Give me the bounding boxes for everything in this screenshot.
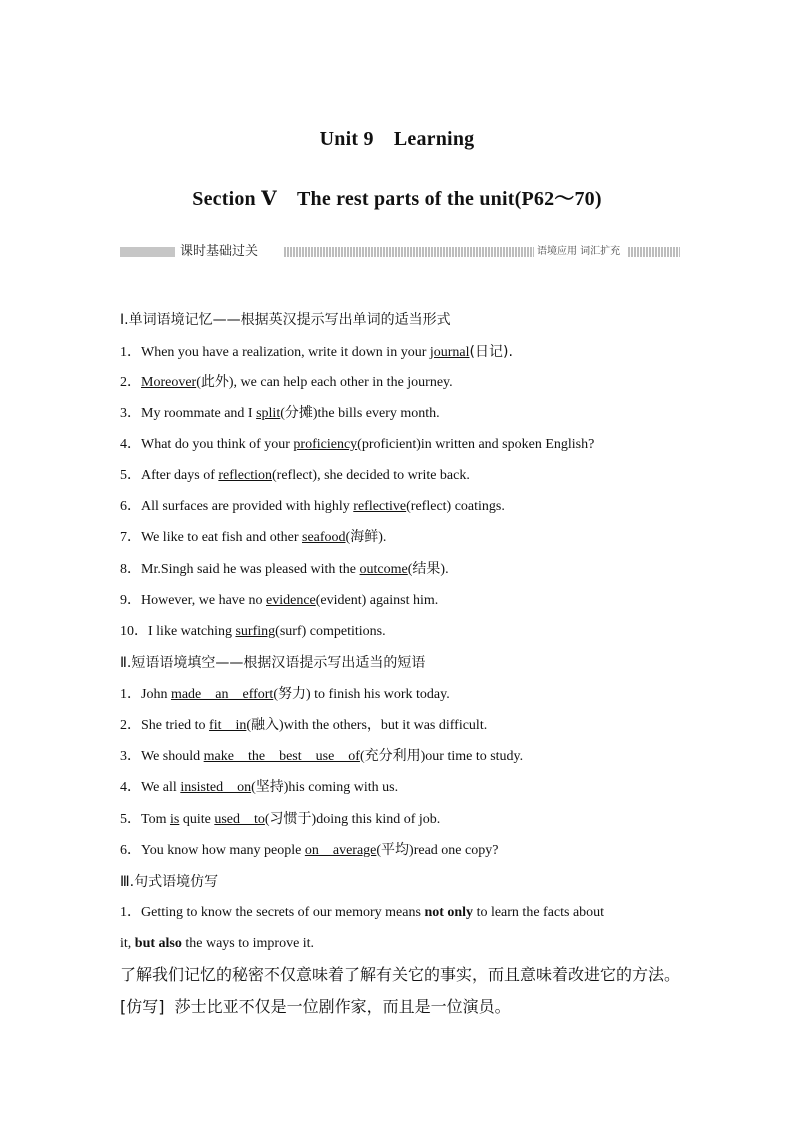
answer: is (169, 812, 180, 827)
imitation-label: [仿写] (120, 997, 165, 1016)
list-item (120, 529, 680, 547)
item-number: 4． (120, 437, 141, 452)
answer: split (256, 406, 281, 421)
item-text: (surf) competitions. (275, 624, 386, 639)
item-text: (充分利用)our time to study. (359, 749, 524, 764)
item-number: 6． (120, 843, 141, 858)
keyword-not-only: not only (424, 905, 474, 920)
item-text: (坚持)his coming with us. (251, 780, 399, 795)
answer: evidence (266, 593, 316, 608)
banner-left-label: 课时基础过关 (180, 244, 259, 259)
part2-heading: Ⅱ.短语语境填空——根据汉语提示写出适当的短语 (120, 655, 426, 671)
item-number: 2． (120, 718, 141, 733)
item-text: (分摊)the bills every month. (280, 406, 440, 421)
item-text: We all (141, 780, 181, 795)
answer: reflective (353, 499, 407, 514)
list-item (120, 498, 680, 516)
item-text: (reflect), she decided to write back. (272, 468, 470, 483)
item-number: 7． (120, 530, 141, 545)
answer: make the best use of (203, 749, 360, 764)
list-item (120, 467, 680, 485)
list-item (120, 374, 680, 392)
item-text: (reflect) coatings. (406, 499, 505, 514)
answer: made an effort (170, 687, 274, 702)
item-text: Tom (141, 812, 170, 827)
part1-heading: Ⅰ.单词语境记忆——根据英汉提示写出单词的适当形式 (120, 312, 451, 328)
item-number: 5． (120, 812, 141, 827)
item-text: She tried to (141, 718, 210, 733)
list-item (120, 592, 680, 610)
item-text: (习惯于)doing this kind of job. (264, 812, 441, 827)
banner-left-bar (120, 247, 175, 257)
item-text: (努力) to finish his work today. (273, 687, 450, 702)
list-item (120, 405, 680, 423)
item-text: Getting to know the secrets of our memory means (141, 905, 425, 920)
imitation-text: 莎士比亚不仅是一位剧作家，而且是一位演员。 (174, 997, 511, 1016)
part3-heading: Ⅲ.句式语境仿写 (120, 874, 219, 890)
section-title: Section Ⅴ The rest parts of the unit(P62～70) (192, 188, 602, 210)
item-number: 1． (120, 687, 141, 702)
answer: outcome (359, 562, 408, 577)
unit-title: Unit 9 Learning (319, 128, 475, 150)
list-item (120, 779, 680, 797)
answer: used to (214, 812, 265, 827)
answer: on average (304, 843, 377, 858)
answer: proficiency (293, 437, 358, 452)
item-text: Mr.Singh said he was pleased with the (141, 562, 360, 577)
item-number: 10． (120, 624, 148, 639)
banner-right-stripes (628, 247, 680, 257)
item-number: 8． (120, 562, 141, 577)
item-text: (海鲜). (345, 530, 387, 545)
item-text: I like watching (148, 624, 236, 639)
item-text: My roommate and I (141, 406, 257, 421)
item-text: (平均)read one copy? (376, 843, 499, 858)
item-number: 5． (120, 468, 141, 483)
list-item (120, 842, 680, 860)
keyword-but-also: but also (134, 936, 182, 951)
item-text: (融入)with the others，but it was difficult. (246, 718, 488, 733)
chinese-translation: 了解我们记忆的秘密不仅意味着了解有关它的事实，而且意味着改进它的方法。 (120, 965, 681, 984)
list-item (120, 748, 680, 766)
answer: journal (429, 345, 470, 360)
item-text: However, we have no (141, 593, 267, 608)
item-text: John (141, 687, 171, 702)
item-number: 1． (120, 905, 141, 920)
item-text: (结果). (407, 562, 449, 577)
item-text: it, (120, 936, 135, 951)
section-banner (120, 243, 680, 261)
item-text: (proficient)in written and spoken English? (357, 437, 595, 452)
item-number: 6． (120, 499, 141, 514)
list-item (120, 561, 680, 579)
list-item (120, 904, 680, 922)
list-item-continued (120, 935, 680, 953)
item-text: After days of (141, 468, 219, 483)
item-text: You know how many people (141, 843, 305, 858)
list-item (120, 686, 680, 704)
item-text: quite (179, 812, 215, 827)
answer: reflection (218, 468, 273, 483)
item-number: 2． (120, 375, 141, 390)
list-item (120, 717, 680, 735)
list-item (120, 436, 680, 454)
answer: insisted on (180, 780, 252, 795)
item-text: We like to eat fish and other (141, 530, 302, 545)
item-text: (evident) against him. (315, 593, 439, 608)
item-number: 1． (120, 345, 141, 360)
item-text: (日记). (469, 344, 513, 360)
item-number: 3． (120, 406, 141, 421)
item-number: 9． (120, 593, 141, 608)
answer: Moreover (141, 375, 197, 390)
item-number: 4． (120, 780, 141, 795)
item-text: to learn the facts about (473, 905, 605, 920)
imitation-prompt (120, 998, 680, 1016)
answer: fit in (209, 718, 247, 733)
answer: surfing (235, 624, 276, 639)
list-item (120, 623, 680, 641)
item-text: We should (141, 749, 204, 764)
item-number: 3． (120, 749, 141, 764)
item-text: All surfaces are provided with highly (141, 499, 354, 514)
banner-right-label: 语境应用 词汇扩充 (537, 246, 621, 257)
item-text: the ways to improve it. (181, 936, 315, 951)
answer: seafood (302, 530, 346, 545)
banner-stripes (284, 247, 534, 257)
list-item (120, 343, 680, 362)
list-item (120, 811, 680, 829)
item-text: What do you think of your (141, 437, 294, 452)
item-text: (此外), we can help each other in the journey. (196, 375, 453, 390)
item-text: When you have a realization, write it down in your (141, 345, 430, 360)
